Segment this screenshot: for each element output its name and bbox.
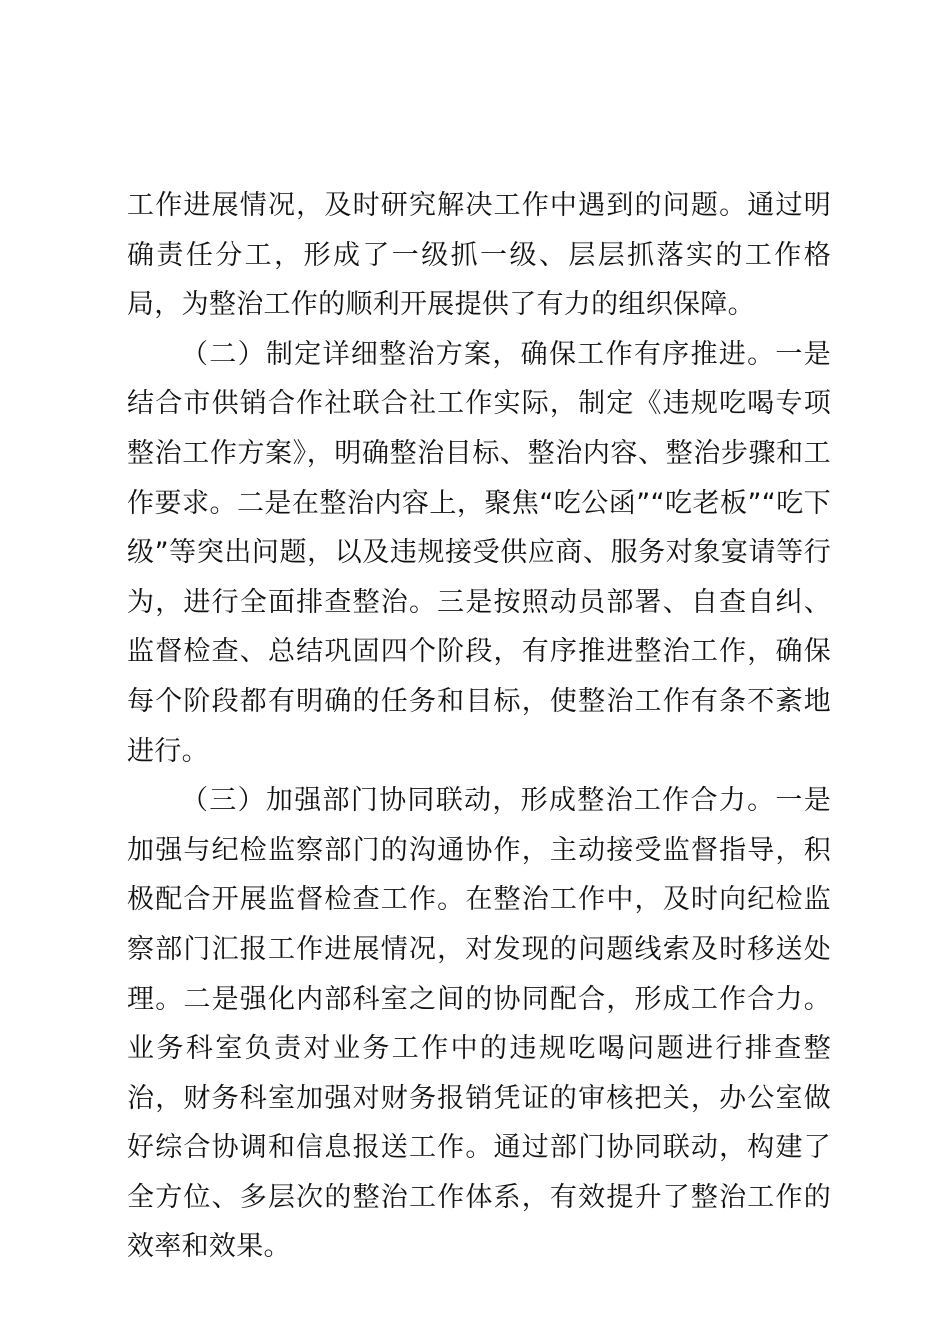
paragraph-section-2: （二）制定详细整治方案，确保工作有序推进。一是结合市供销合作社联合社工作实际，制定《违规吃喝专项整治工作方案》，明确整治目标、整治内容、整治步骤和工作要求。二是在整治内容上，聚焦“吃公函”“吃老板”“吃下级”等突出问题，以及违规接受供应商、服务对象宴请等行为，进行全面排查整治。三是按照动员部署、自查自纠、监督检查、总结巩固四个阶段，有序推进整治工作，确保每个阶段都有明确的任务和目标，使整治工作有条不紊地进行。 [127,338,831,767]
paragraph-section-3: （三）加强部门协同联动，形成整治工作合力。一是加强与纪检监察部门的沟通协作，主动接受监督指导，积极配合开展监督检查工作。在整治工作中，及时向纪检监察部门汇报工作进展情况，对发现的问题线索及时移送处理。二是强化内部科室之间的协同配合，形成工作合力。业务科室负责对业务工作中的违规吃喝问题进行排查整治，财务科室加强对财务报销凭证的审核把关，办公室做好综合协调和信息报送工作。通过部门协同联动，构建了全方位、多层次的整治工作体系，有效提升了整治工作的效率和效果。 [127,785,831,1263]
document-body [127,181,831,1272]
paragraph-continuation: 工作进展情况，及时研究解决工作中遇到的问题。通过明确责任分工，形成了一级抓一级、层层抓落实的工作格局，为整治工作的顺利开展提供了有力的组织保障。 [127,190,831,321]
